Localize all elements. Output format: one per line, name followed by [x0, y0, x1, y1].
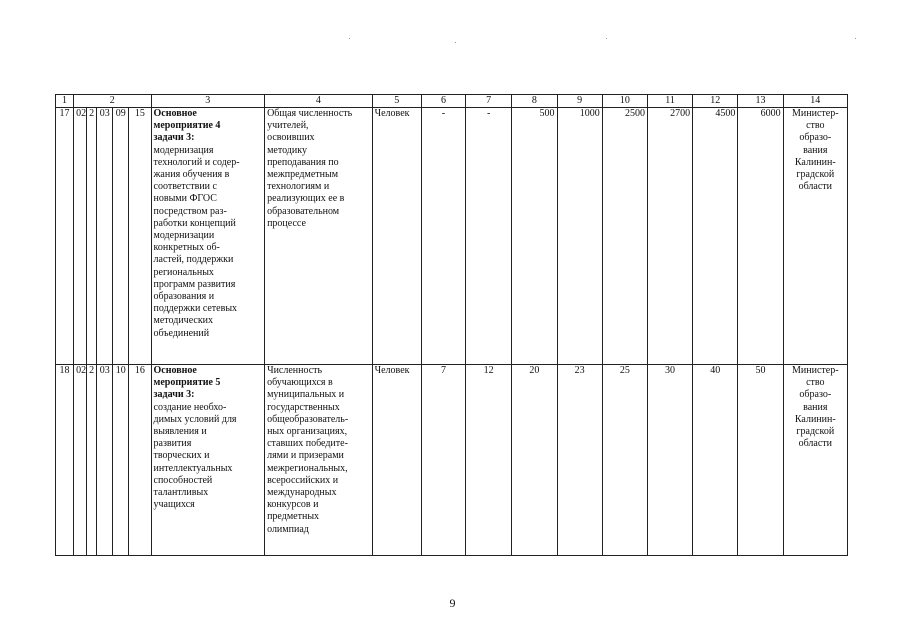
value-cell: 30	[647, 365, 692, 556]
header-cell: 5	[372, 95, 421, 108]
value-cell: 50	[738, 365, 783, 556]
value-cell: -	[466, 108, 512, 365]
value-cell: -	[421, 108, 465, 365]
header-cell: 3	[151, 95, 265, 108]
unit-cell: Человек	[372, 108, 421, 365]
value-cell: 7	[421, 365, 465, 556]
code-cell: 16	[129, 365, 151, 556]
scan-speck	[349, 38, 350, 39]
row-number: 18	[56, 365, 74, 556]
event-text: модернизация технологий и содер- жания обучения в соответствии с новыми ФГОС посредством раз- работки концепций модернизации конкретных об- ластей, поддержки региональных программ развития образования и поддержки сетевых методических объединений	[153, 144, 240, 339]
value-cell: 20	[512, 365, 557, 556]
header-cell: 7	[466, 95, 512, 108]
value-cell: 500	[512, 108, 557, 365]
header-row	[56, 95, 848, 108]
value-cell: 4500	[693, 108, 738, 365]
header-cell: 10	[602, 95, 647, 108]
responsible-cell: Министер- ство образо- вания Калинин- градской области	[783, 108, 847, 365]
scan-speck	[855, 38, 856, 39]
header-cell: 13	[738, 95, 783, 108]
code-cell: 03	[97, 108, 113, 365]
value-cell: 1000	[557, 108, 602, 365]
responsible-cell: Министер- ство образо- вания Калинин- градской области	[783, 365, 847, 556]
header-cell: 6	[421, 95, 465, 108]
value-cell: 2700	[647, 108, 692, 365]
value-cell: 12	[466, 365, 512, 556]
code-cell: 02	[74, 365, 87, 556]
header-cell: 1	[56, 95, 74, 108]
code-cell: 15	[129, 108, 151, 365]
scan-speck	[606, 38, 607, 39]
value-cell: 23	[557, 365, 602, 556]
table-row	[56, 108, 848, 365]
page-number: 9	[449, 596, 456, 610]
event-cell	[151, 108, 265, 365]
indicator-cell: Общая численность учителей, освоивших методику преподавания по межпредметным технологиям и реализующих ее в образовательном процессе	[265, 108, 373, 365]
code-cell: 2	[87, 365, 97, 556]
header-cell: 12	[693, 95, 738, 108]
event-cell	[151, 365, 265, 556]
scan-speck	[455, 42, 456, 43]
value-cell: 2500	[602, 108, 647, 365]
program-indicators-table	[55, 94, 848, 556]
header-cell: 14	[783, 95, 847, 108]
event-text: создание необхо- димых условий для выявления и развития творческих и интеллектуальных способностей талантливых учащихся	[153, 401, 237, 511]
indicator-cell: Численность обучающихся в муниципальных и государственных общеобразователь- ных организациях, ставших победите- лями и призерами межрегиональных, всероссийских и международных конкурсов и предметных олимпиад	[265, 365, 373, 556]
code-cell: 09	[113, 108, 129, 365]
code-cell: 03	[97, 365, 113, 556]
unit-cell: Человек	[372, 365, 421, 556]
event-title: Основное мероприятие 4 задачи 3:	[153, 108, 221, 144]
header-cell: 2	[74, 95, 151, 108]
event-title: Основное мероприятие 5 задачи 3:	[153, 365, 221, 401]
row-number: 17	[56, 108, 74, 365]
code-cell: 02	[74, 108, 87, 365]
code-cell: 10	[113, 365, 129, 556]
value-cell: 25	[602, 365, 647, 556]
value-cell: 40	[693, 365, 738, 556]
table-row	[56, 365, 848, 556]
header-cell: 11	[647, 95, 692, 108]
header-cell: 4	[265, 95, 373, 108]
value-cell: 6000	[738, 108, 783, 365]
code-cell: 2	[87, 108, 97, 365]
header-cell: 8	[512, 95, 557, 108]
header-cell: 9	[557, 95, 602, 108]
